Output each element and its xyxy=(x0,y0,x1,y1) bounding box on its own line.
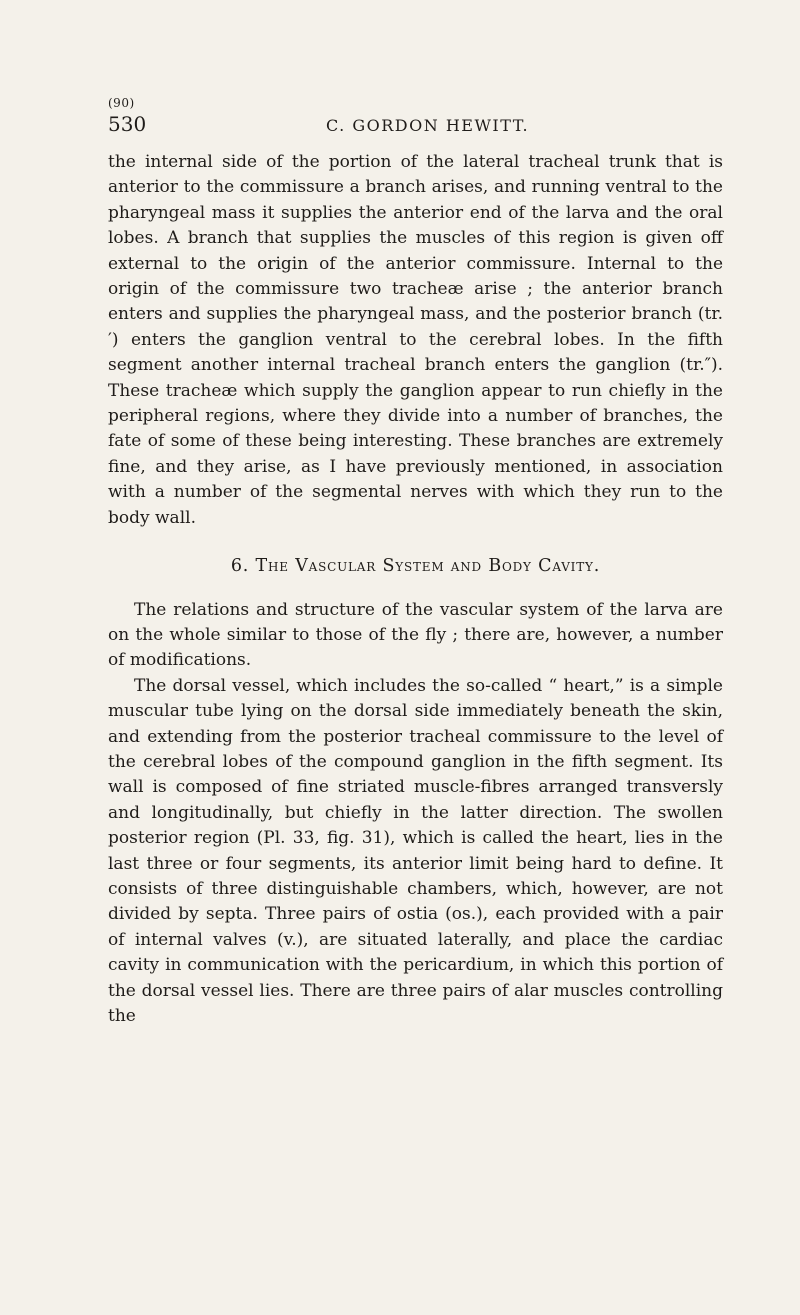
paragraph-1: the internal side of the portion of the lateral tracheal trunk that is anterior to the commissure a branch arises, and running ventral to the pharyngeal mass it supplies the anterior end of the larva and the oral lobes. A branch that supplies the muscles of this region is given off external to the origin of the anterior commissure. Internal to the origin of the commissure two tracheæ arise ; the anterior branch enters and supplies the pharyngeal mass, and the posterior branch (tr.′) enters the ganglion ventral to the cerebral lobes. In the fifth segment another internal tracheal branch enters the ganglion (tr.″). These tracheæ which supply the ganglion appear to run chiefly in the peripheral regions, where they divide into a number of branches, the fate of some of these being interesting. These branches are extremely fine, and they arise, as I have previously mentioned, in association with a number of the segmental nerves with which they run to the body wall. xyxy=(108,152,723,528)
running-head: C. GORDON HEWITT. xyxy=(326,116,530,135)
section-heading: 6. The Vascular System and Body Cavity. xyxy=(230,556,601,577)
bracketed-folio: (90) xyxy=(108,96,135,110)
page-number: 530 xyxy=(108,112,147,136)
paragraph-3: The dorsal vessel, which includes the so-called “ heart,” is a simple muscular tube lying on the dorsal side immediately beneath the skin, and extending from the posterior tracheal commissure to the level of the cerebral lobes of the compound ganglion in the fifth segment. Its wall is composed of fine striated muscle-fibres arranged transversly and longitudinally, but chiefly in the latter direction. The swollen posterior region (Pl. 33, fig. 31), which is called the heart, lies in the last three or four segments, its anterior limit being hard to define. It consists of three distinguishable chambers, which, however, are not divided by septa. Three pairs of ostia (os.), each provided with a pair of internal valves (v.), are situated laterally, and place the cardiac cavity in communication with the pericardium, in which this portion of the dorsal vessel lies. There are three pairs of alar muscles controlling the xyxy=(108,675,723,1026)
body-text xyxy=(108,150,723,1029)
paragraph-2: The relations and structure of the vascular system of the larva are on the whole similar to those of the fly ; there are, however, a number of modifications. xyxy=(108,599,723,671)
